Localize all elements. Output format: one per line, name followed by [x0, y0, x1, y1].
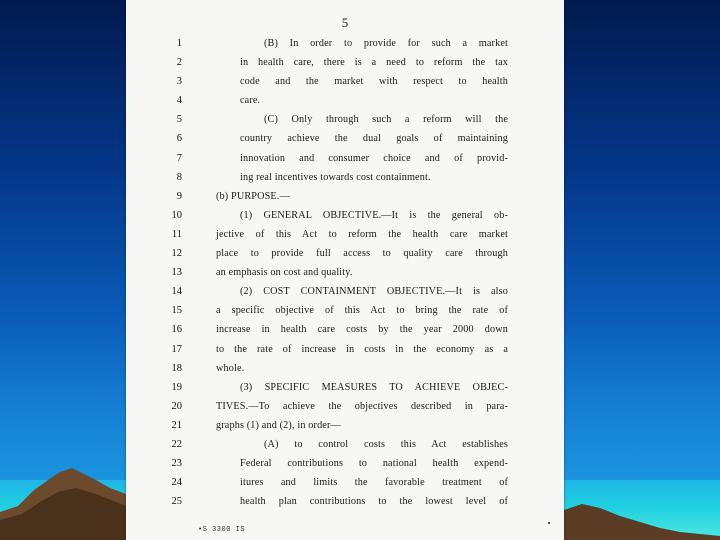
- bill-line: [126, 244, 564, 263]
- line-number: 21: [171, 419, 182, 431]
- line-text: in health care, there is a need to reform the tax: [240, 57, 508, 69]
- line-text: care.: [240, 95, 261, 107]
- line-number: 2: [176, 57, 182, 69]
- bill-line: [126, 34, 564, 53]
- bill-line: [126, 168, 564, 187]
- line-text: (1) GENERAL OBJECTIVE.—It is the general ob-: [240, 209, 508, 221]
- line-number: 15: [171, 305, 182, 317]
- bill-line: [126, 282, 564, 301]
- line-text: Federal contributions to national health expend-: [240, 458, 508, 470]
- line-number: 18: [171, 362, 182, 374]
- line-number: 5: [176, 114, 182, 126]
- line-number: 3: [176, 76, 182, 88]
- bill-line: [126, 378, 564, 397]
- line-number: 7: [176, 152, 182, 164]
- bill-line: [126, 129, 564, 148]
- bill-line: [126, 435, 564, 454]
- line-text: place to provide full access to quality care through: [216, 248, 508, 260]
- line-text: country achieve the dual goals of maintaining: [240, 133, 508, 145]
- line-number: 1: [176, 38, 182, 49]
- line-number: 25: [171, 496, 182, 508]
- line-text: TIVES.—To achieve the objectives described in para-: [216, 400, 508, 412]
- bill-line: [126, 359, 564, 378]
- bill-line: [126, 301, 564, 320]
- bill-line: [126, 263, 564, 282]
- line-number: 11: [171, 228, 182, 240]
- bill-line: [126, 187, 564, 206]
- line-text: itures and limits the favorable treatment of: [240, 477, 508, 489]
- bill-line: [126, 473, 564, 492]
- line-text: (b) PURPOSE.—: [216, 190, 290, 202]
- line-number: 20: [171, 400, 182, 412]
- bill-line: [126, 149, 564, 168]
- line-text: (B) In order to provide for such a market: [264, 38, 508, 49]
- line-number: 14: [171, 286, 182, 298]
- line-number: 22: [171, 438, 182, 450]
- line-number: 9: [176, 190, 182, 202]
- line-text: (2) COST CONTAINMENT OBJECTIVE.—It is also: [240, 286, 508, 298]
- line-text: (A) to control costs this Act establishes: [264, 438, 508, 450]
- line-number: 6: [176, 133, 182, 145]
- line-text: to the rate of increase in costs in the economy as a: [216, 343, 508, 355]
- bill-line: [126, 397, 564, 416]
- bill-line: [126, 206, 564, 225]
- line-number: 13: [171, 267, 182, 279]
- line-text: jective of this Act to reform the health care market: [216, 228, 508, 240]
- line-text: increase in health care costs by the year 2000 down: [216, 324, 508, 336]
- bill-line: [126, 416, 564, 435]
- bill-line: [126, 225, 564, 244]
- line-text: health plan contributions to the lowest level of: [240, 496, 508, 508]
- line-text: an emphasis on cost and quality.: [216, 267, 353, 279]
- line-number: 19: [171, 381, 182, 393]
- bill-line: [126, 53, 564, 72]
- line-number: 10: [171, 209, 182, 221]
- line-number: 23: [171, 458, 182, 470]
- scanned-bill-page: [126, 0, 564, 540]
- line-number: 24: [171, 477, 182, 489]
- bill-text-lines: [126, 34, 564, 511]
- bill-line: [126, 91, 564, 110]
- bill-footer-id: •S 3300 IS: [198, 526, 246, 534]
- scan-speck: [548, 522, 550, 524]
- line-text: innovation and consumer choice and of provid-: [240, 152, 508, 164]
- line-number: 4: [176, 95, 182, 107]
- bill-line: [126, 492, 564, 511]
- line-text: code and the market with respect to health: [240, 76, 508, 88]
- line-number: 17: [171, 343, 182, 355]
- line-number: 16: [171, 324, 182, 336]
- line-text: a specific objective of this Act to bring the rate of: [216, 305, 508, 317]
- bill-line: [126, 320, 564, 339]
- page-number: 5: [341, 15, 349, 30]
- line-number: 8: [176, 171, 182, 183]
- line-text: whole.: [216, 362, 245, 374]
- line-text: (3) SPECIFIC MEASURES TO ACHIEVE OBJEC-: [240, 381, 508, 393]
- bill-line: [126, 72, 564, 91]
- line-text: graphs (1) and (2), in order—: [216, 419, 341, 431]
- bill-line: [126, 340, 564, 359]
- bill-line: [126, 454, 564, 473]
- bill-line: [126, 110, 564, 129]
- line-number: 12: [171, 248, 182, 260]
- line-text: ing real incentives towards cost containment.: [240, 171, 431, 183]
- line-text: (C) Only through such a reform will the: [264, 114, 508, 126]
